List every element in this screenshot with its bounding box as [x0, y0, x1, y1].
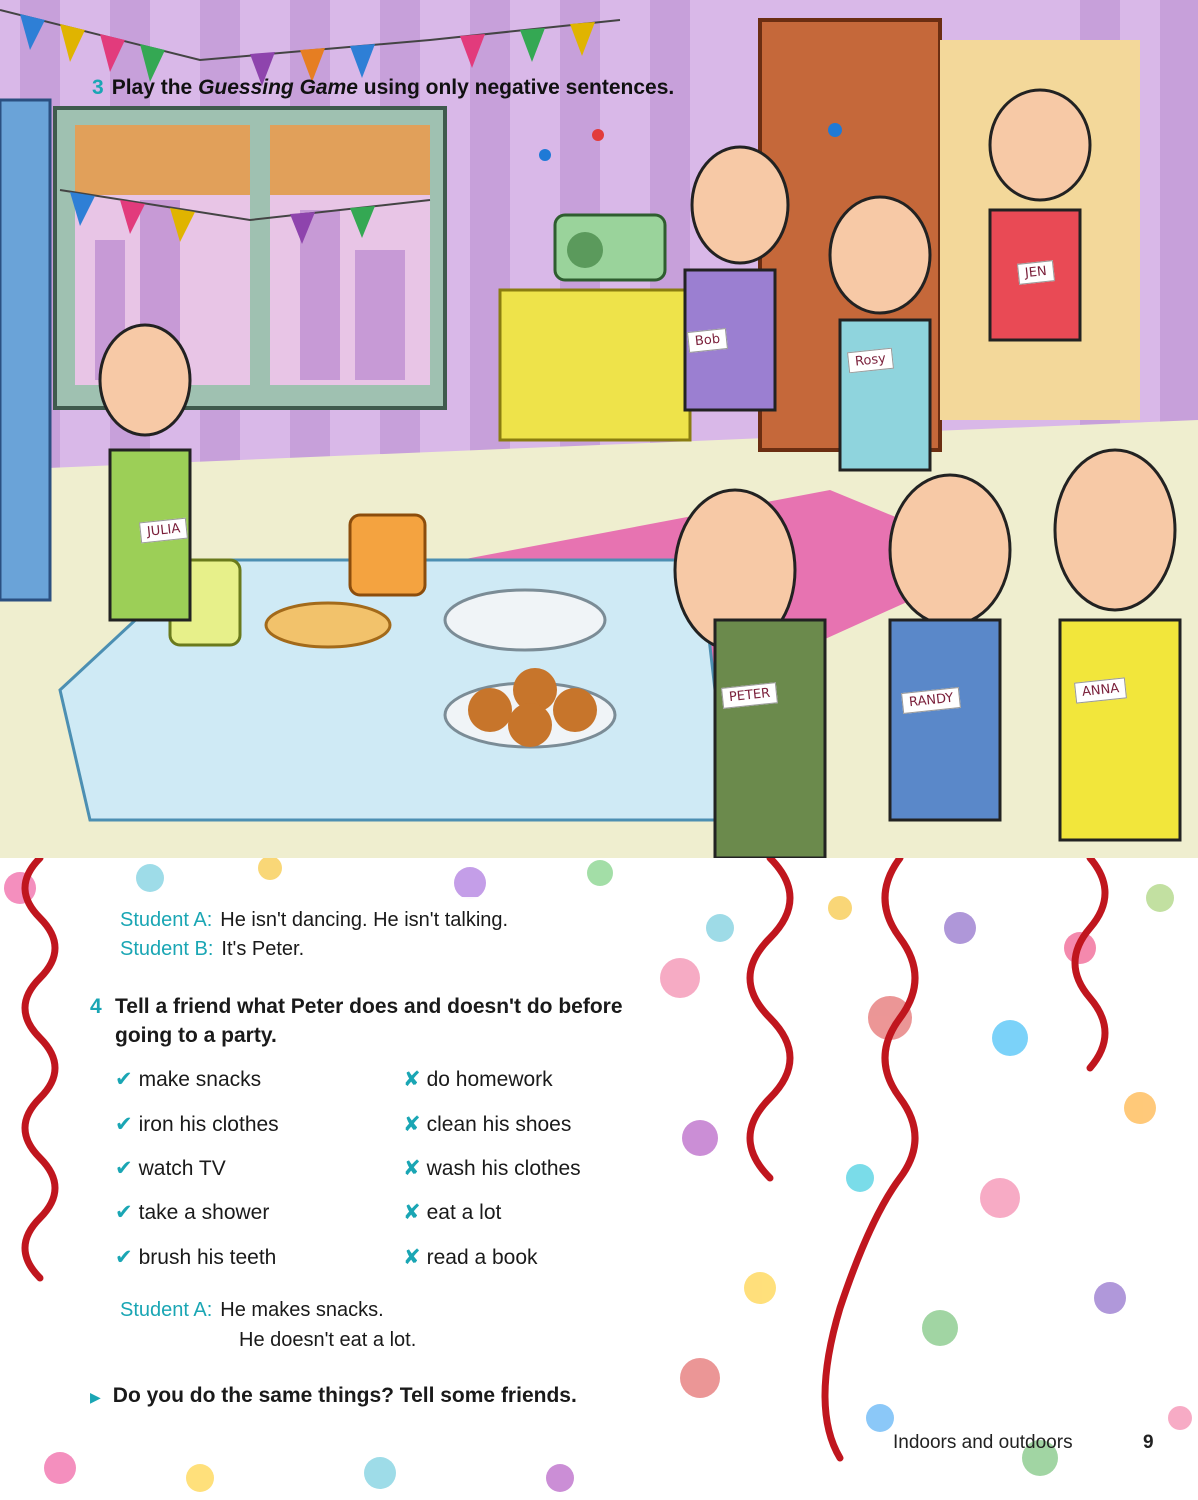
cross-icon: ✘ — [403, 1068, 421, 1091]
cross-icon: ✘ — [403, 1246, 421, 1269]
exercise-3-instruction — [92, 76, 674, 100]
name-tag-julia: JULIA — [139, 518, 188, 544]
speaker-line: It's Peter. — [221, 938, 305, 960]
item-label: brush his teeth — [138, 1246, 277, 1269]
check-icon: ✔ — [115, 1246, 133, 1269]
speaker-label: Student B: — [120, 938, 214, 960]
game-name: Guessing Game — [198, 76, 358, 99]
final-prompt — [90, 1384, 577, 1408]
speaker-line: He isn't dancing. He isn't talking. — [220, 909, 509, 931]
item-label: clean his shoes — [426, 1113, 572, 1136]
dialog-line-b — [120, 938, 304, 961]
cross-icon: ✘ — [403, 1157, 421, 1180]
doesnt-item — [403, 1067, 553, 1092]
does-item — [115, 1067, 261, 1092]
page-number: 9 — [1143, 1432, 1154, 1453]
item-label: take a shower — [138, 1201, 270, 1224]
cross-icon: ✘ — [403, 1201, 421, 1224]
name-tag-jen: JEN — [1017, 260, 1055, 285]
speaker-line: He doesn't eat a lot. — [239, 1329, 417, 1351]
item-label: make snacks — [138, 1068, 262, 1091]
name-tag-peter: PETER — [721, 682, 778, 709]
name-tag-bob: Bob — [687, 328, 728, 353]
speaker-label: Student A: — [120, 1299, 213, 1321]
dialog2-line-2 — [239, 1329, 416, 1352]
name-tag-rosy: Rosy — [847, 348, 894, 374]
dialog2-line-1 — [120, 1299, 384, 1322]
item-label: wash his clothes — [426, 1157, 581, 1180]
exercise-number: 3 — [92, 76, 104, 99]
does-item — [115, 1156, 226, 1181]
item-label: iron his clothes — [138, 1113, 279, 1136]
doesnt-item — [403, 1112, 571, 1137]
exercise-4-instruction — [90, 992, 630, 1050]
arrow-icon: ▶ — [90, 1389, 101, 1405]
dialog-line-a — [120, 909, 508, 932]
item-label: do homework — [426, 1068, 553, 1091]
doesnt-item — [403, 1200, 501, 1225]
name-tag-randy: RANDY — [901, 687, 961, 714]
exercise-text-start: Play the — [111, 76, 199, 99]
name-tag-anna: ANNA — [1074, 677, 1127, 703]
exercise-number: 4 — [90, 995, 102, 1018]
check-icon: ✔ — [115, 1113, 133, 1136]
does-item — [115, 1245, 276, 1270]
doesnt-item — [403, 1156, 581, 1181]
check-icon: ✔ — [115, 1157, 133, 1180]
unit-title: Indoors and outdoors — [893, 1432, 1073, 1453]
speaker-line: He makes snacks. — [220, 1299, 384, 1321]
does-item — [115, 1200, 269, 1225]
cross-icon: ✘ — [403, 1113, 421, 1136]
check-icon: ✔ — [115, 1068, 133, 1091]
item-label: watch TV — [138, 1157, 226, 1180]
item-label: eat a lot — [426, 1201, 502, 1224]
doesnt-item — [403, 1245, 538, 1270]
exercise-text: Tell a friend what Peter does and doesn't do before going to a party. — [115, 995, 623, 1047]
check-icon: ✔ — [115, 1201, 133, 1224]
final-prompt-text: Do you do the same things? Tell some friends. — [112, 1384, 577, 1407]
exercise-text-end: using only negative sentences. — [357, 76, 675, 99]
does-item — [115, 1112, 279, 1137]
item-label: read a book — [426, 1246, 538, 1269]
speaker-label: Student A: — [120, 909, 213, 931]
